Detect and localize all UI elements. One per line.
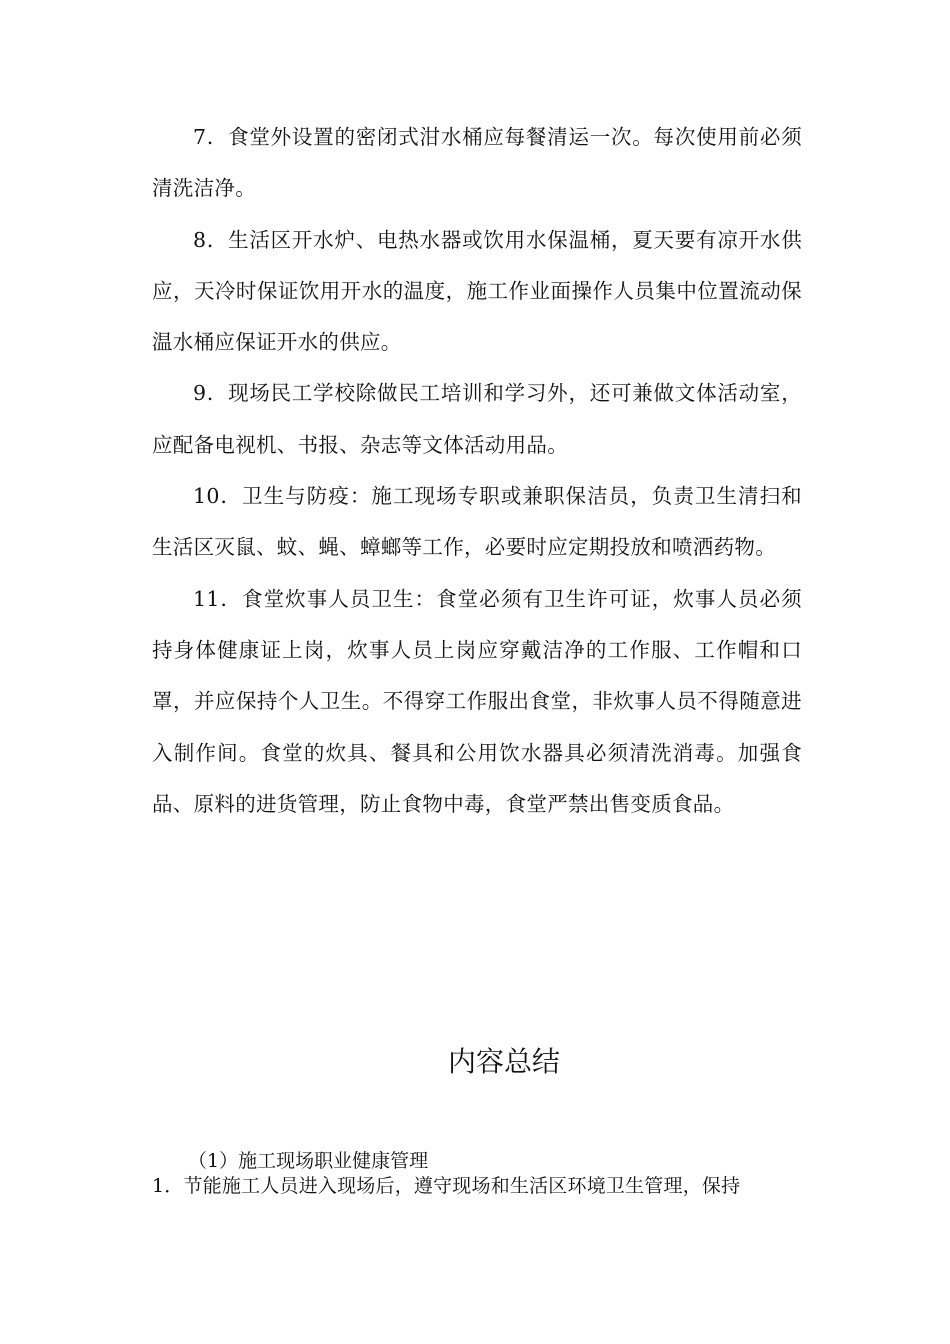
paragraph-11: 11．食堂炊事人员卫生：食堂必须有卫生许可证，炊事人员必须持身体健康证上岗，炊事人员上岗应穿戴洁净的工作服、工作帽和口罩，并应保持个人卫生。不得穿工作服出食堂，非炊事人员不得随意进入制作间。食堂的炊具、餐具和公用饮水器具必须清洗消毒。加强食品、原料的进货管理，防止食物中毒，食堂严禁出售变质食品。: [152, 586, 802, 816]
summary-subtitle: （1）施工现场职业健康管理: [188, 1150, 429, 1172]
paragraph-9: 9．现场民工学校除做民工培训和学习外，还可兼做文体活动室，应配备电视机、书报、杂志等文体活动用品。: [152, 381, 802, 457]
summary-item: 1．节能施工人员进入现场后，遵守现场和生活区环境卫生管理，保持: [152, 1175, 741, 1197]
body-text: [152, 112, 802, 830]
summary-title: 内容总结: [447, 1045, 560, 1078]
paragraph-8: 8．生活区开水炉、电热水器或饮用水保温桶，夏天要有凉开水供应，天冷时保证饮用开水的温度，施工作业面操作人员集中位置流动保温水桶应保证开水的供应。: [152, 227, 802, 355]
paragraph-10: 10．卫生与防疫：施工现场专职或兼职保洁员，负责卫生清扫和生活区灭鼠、蚊、蝇、蟑螂等工作，必要时应定期投放和喷洒药物。: [152, 484, 802, 560]
paragraph-7: 7．食堂外设置的密闭式泔水桶应每餐清运一次。每次使用前必须清洗洁净。: [152, 125, 802, 201]
